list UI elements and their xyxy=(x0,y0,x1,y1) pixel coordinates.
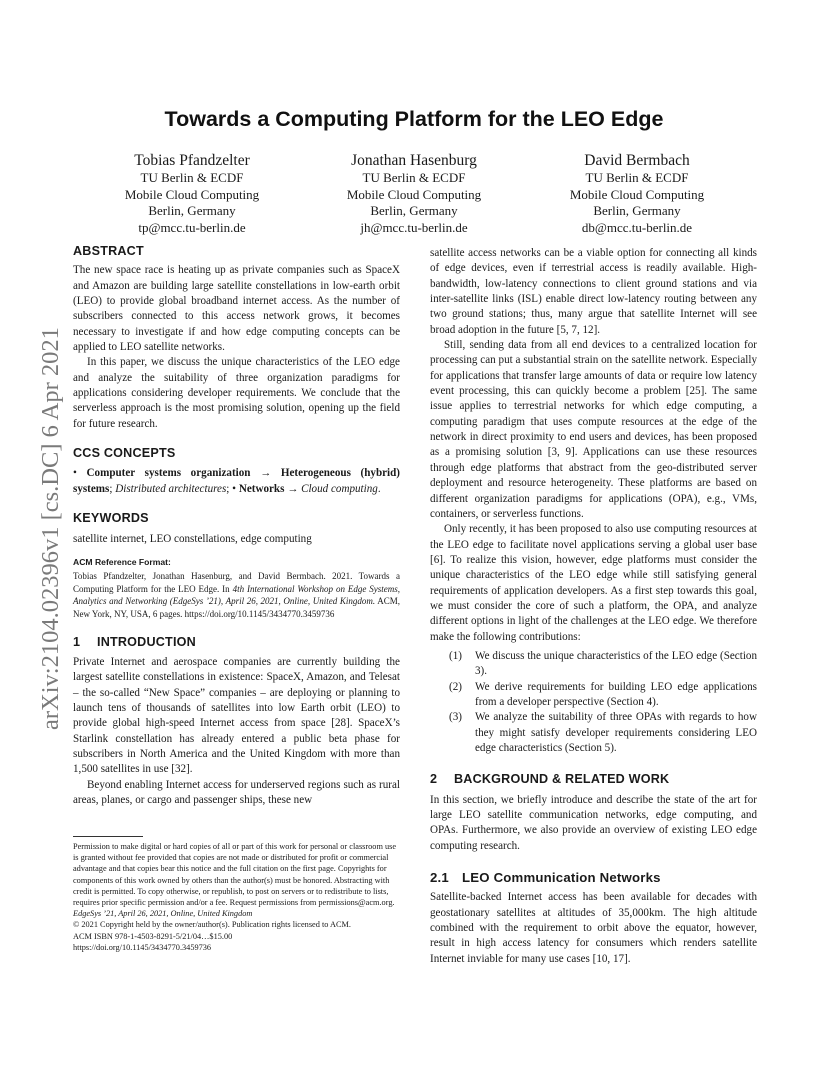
ccs-heading: CCS CONCEPTS xyxy=(73,446,176,461)
ccs-concept: Networks xyxy=(238,482,285,495)
ccs-end: . xyxy=(377,482,381,495)
isbn-line: ACM ISBN 978-1-4503-8291-5/21/04…$15.00 xyxy=(73,931,233,941)
subsection21-heading xyxy=(430,870,757,885)
list-item-number: (1) xyxy=(449,649,462,662)
list-item xyxy=(430,680,757,711)
intro-paragraph: Private Internet and aerospace companies are currently building the largest satellite constellations in existence: SpaceX, Amazon, and Telesat – the so-called “New Space” companies – are deploying or planning to launch tens of thousands of satellites into low Earth orbit (LEO) to provide global high-speed Internet access from space [28]. SpaceX’s Starlink constellation has already entered a public beta phase for subscribers in North America and the United Kingdom with more than 1,500 satellites in use [32]. xyxy=(73,655,400,776)
author-name: Tobias Pfandzelter xyxy=(134,152,250,169)
list-item xyxy=(430,710,757,756)
author-email[interactable]: tp@mcc.tu-berlin.de xyxy=(138,219,246,235)
venue-line: EdgeSys ’21, April 26, 2021, Online, United Kingdom xyxy=(73,909,253,919)
ccs-bullet: • xyxy=(73,467,77,480)
author-affiliation: Mobile Cloud Computing xyxy=(569,186,705,202)
author-location: Berlin, Germany xyxy=(370,203,458,219)
section-title: INTRODUCTION xyxy=(97,634,196,649)
copyright-line: © 2021 Copyright held by the owner/author(s). Publication rights licensed to ACM. xyxy=(73,920,351,930)
list-item-number: (2) xyxy=(449,680,462,693)
footnote-rule xyxy=(73,836,143,837)
abstract-paragraph: The new space race is heating up as private companies such as SpaceX and Amazon are building large satellite constellations in low-earth orbit (LEO) to provide global broadband internet access. As the number of subscribers connected to this access network grows, it becomes necessary to investigate if and how edge computing concepts can be applied to LEO satellite networks. xyxy=(73,264,400,354)
abstract-heading: ABSTRACT xyxy=(73,244,144,258)
author-affiliation: TU Berlin & ECDF xyxy=(362,170,466,185)
body-paragraph: Still, sending data from all end devices to a centralized location for processing can put a substantial strain on the satellite network. Especially for applications that transfer large amounts of data or require low latency event processing, this can quickly become a problem [25]. The same issue applies to terrestrial networks for which edge computing, a computing paradigm that uses compute resources at the edge of the network in direct proximity to end users and devices, has been proposed as a promising solution [3, 9]. Applications can use these resources through edge platforms that abstract from the geo-distributed server deployment and resource heterogeneity. These platforms are based on different organization paradigms for applications (OPA), e.g., VMs, containers, or serverless functions. xyxy=(430,339,757,520)
ccs-separator: ; xyxy=(226,482,230,495)
author-affiliation: TU Berlin & ECDF xyxy=(585,170,689,185)
permission-notice: Permission to make digital or hard copies of all or part of this work for personal or classroom use is granted without fee provided that copies are not made or distributed for profit or commercial advantage and that copies bear this notice and the full citation on the first page. Copyrights for components of this work owned by others than the author(s) must be honored. Abstracting with credit is permitted. To copy otherwise, or republish, to post on servers or to redistribute to lists, requires prior specific permission and/or a fee. Request permissions from permissions@acm.org. xyxy=(73,842,397,908)
arxiv-sidebar xyxy=(0,0,64,1072)
section-number: 1 xyxy=(73,634,81,649)
acm-ref-heading: ACM Reference Format: xyxy=(73,556,171,567)
acm-ref-citation: Tobias Pfandzelter, Jonathan Hasenburg, and David Bermbach. 2021. Towards a Computing Platform for the LEO Edge. In xyxy=(73,571,400,594)
body-paragraph: Only recently, it has been proposed to also use computing resources at the LEO edge to facilitate novel applications serving a global user base [6]. To realize this vision, however, edge platforms must consider the unique characteristics of the LEO edge while still satisfying general requirements of application developers. As a first step towards this goal, we must consider the core of such a platform, the OPA, and analyze different options in light of the challenges at the LEO edge. We therefore make the following contributions: xyxy=(430,523,757,643)
section-number: 2 xyxy=(430,772,438,787)
author-affiliation: TU Berlin & ECDF xyxy=(140,170,244,185)
keywords-text: satellite internet, LEO constellations, edge computing xyxy=(73,532,312,545)
ccs-arrow: → xyxy=(287,482,299,495)
ccs-concept: Computer systems organization → Heterogeneous (hybrid) systems xyxy=(73,467,400,495)
list-item xyxy=(430,649,757,680)
list-item-text: We discuss the unique characteristics of the LEO edge (Section 3). xyxy=(475,649,757,678)
author-block-2 xyxy=(304,151,524,236)
acm-ref-text xyxy=(73,570,400,620)
subsection-number: 2.1 xyxy=(430,870,449,886)
left-column xyxy=(73,244,400,808)
ccs-concept: Distributed architectures xyxy=(115,482,227,495)
ccs-concepts xyxy=(73,466,400,497)
acm-ref-venue: 4th International Workshop on Edge Systems, Analytics and Networking (EdgeSys ’21), April 26, 2021, Online, United Kingdom. xyxy=(73,583,400,607)
author-location: Berlin, Germany xyxy=(148,203,236,219)
body-paragraph: satellite access networks can be a viable option for connecting all kinds of edge devices, even if terrestrial access is readily available. High-bandwidth, low-latency connections to client ground stations and via inter-satellite links (ISL) enable direct low-latency routing between any two ground stations; thus, many argue that satellite Internet will see broad adoption in the future [5, 7, 12]. xyxy=(430,247,757,336)
right-column xyxy=(430,246,757,967)
section2-heading xyxy=(430,772,757,787)
body-paragraph: Satellite-backed Internet access has been available for decades with geostationary satellites at altitudes of 35,000km. The high altitude combined with the requirement to orbit above the equator, however, result in high access latency for consumers which renders satellite Internet inviable for many use cases [10, 17]. xyxy=(430,891,757,965)
list-item-number: (3) xyxy=(449,711,462,724)
abstract-paragraph: In this paper, we discuss the unique characteristics of the LEO edge and analyze the suitability of three organization paradigms for applications considering developer requirements. We conclude that the serverless approach is the most promising solution, opening up the field for future research. xyxy=(73,356,400,430)
author-email[interactable]: jh@mcc.tu-berlin.de xyxy=(360,219,468,235)
author-block-3 xyxy=(527,151,747,236)
footnote-block xyxy=(73,836,400,953)
author-affiliation: Mobile Cloud Computing xyxy=(346,186,482,202)
list-item-text: We derive requirements for building LEO edge applications from a developer perspective (Section 4). xyxy=(475,680,757,708)
paper-title: Towards a Computing Platform for the LEO Edge xyxy=(164,107,664,131)
keywords-heading: KEYWORDS xyxy=(73,511,149,526)
ccs-concept: Cloud computing xyxy=(301,482,378,495)
author-block-1 xyxy=(82,151,302,236)
intro-heading xyxy=(73,635,400,650)
acm-ref-doi: ACM, New York, NY, USA, 6 pages. https://doi.org/10.1145/3434770.3459736 xyxy=(73,596,400,619)
author-location: Berlin, Germany xyxy=(593,203,681,219)
author-name: David Bermbach xyxy=(584,152,690,169)
ccs-bullet: • xyxy=(232,482,237,495)
author-email[interactable]: db@mcc.tu-berlin.de xyxy=(581,219,693,235)
author-affiliation: Mobile Cloud Computing xyxy=(124,186,260,202)
list-item-text: We analyze the suitability of three OPAs with regards to how they might satisfy developer requirements considering LEO edge characteristics (Section 5). xyxy=(475,711,757,754)
section-title: BACKGROUND & RELATED WORK xyxy=(454,772,670,787)
body-paragraph: In this section, we briefly introduce and describe the state of the art for large LEO satellite communication networks, edge computing, and OPAs. Furthermore, we also provide an overview of existing LEO edge computing research. xyxy=(430,793,757,852)
author-name: Jonathan Hasenburg xyxy=(351,152,477,169)
contributions-list xyxy=(430,649,757,756)
ccs-separator: ; xyxy=(109,482,113,495)
doi-line[interactable]: https://doi.org/10.1145/3434770.3459736 xyxy=(73,942,212,952)
subsection-title: LEO Communication Networks xyxy=(462,870,661,886)
intro-paragraph: Beyond enabling Internet access for underserved regions such as rural areas, planes, or cargo and passenger ships, these new xyxy=(73,778,400,806)
arxiv-id: arXiv:2104.02396v1 [cs.DC] 6 Apr 2021 xyxy=(37,327,64,730)
